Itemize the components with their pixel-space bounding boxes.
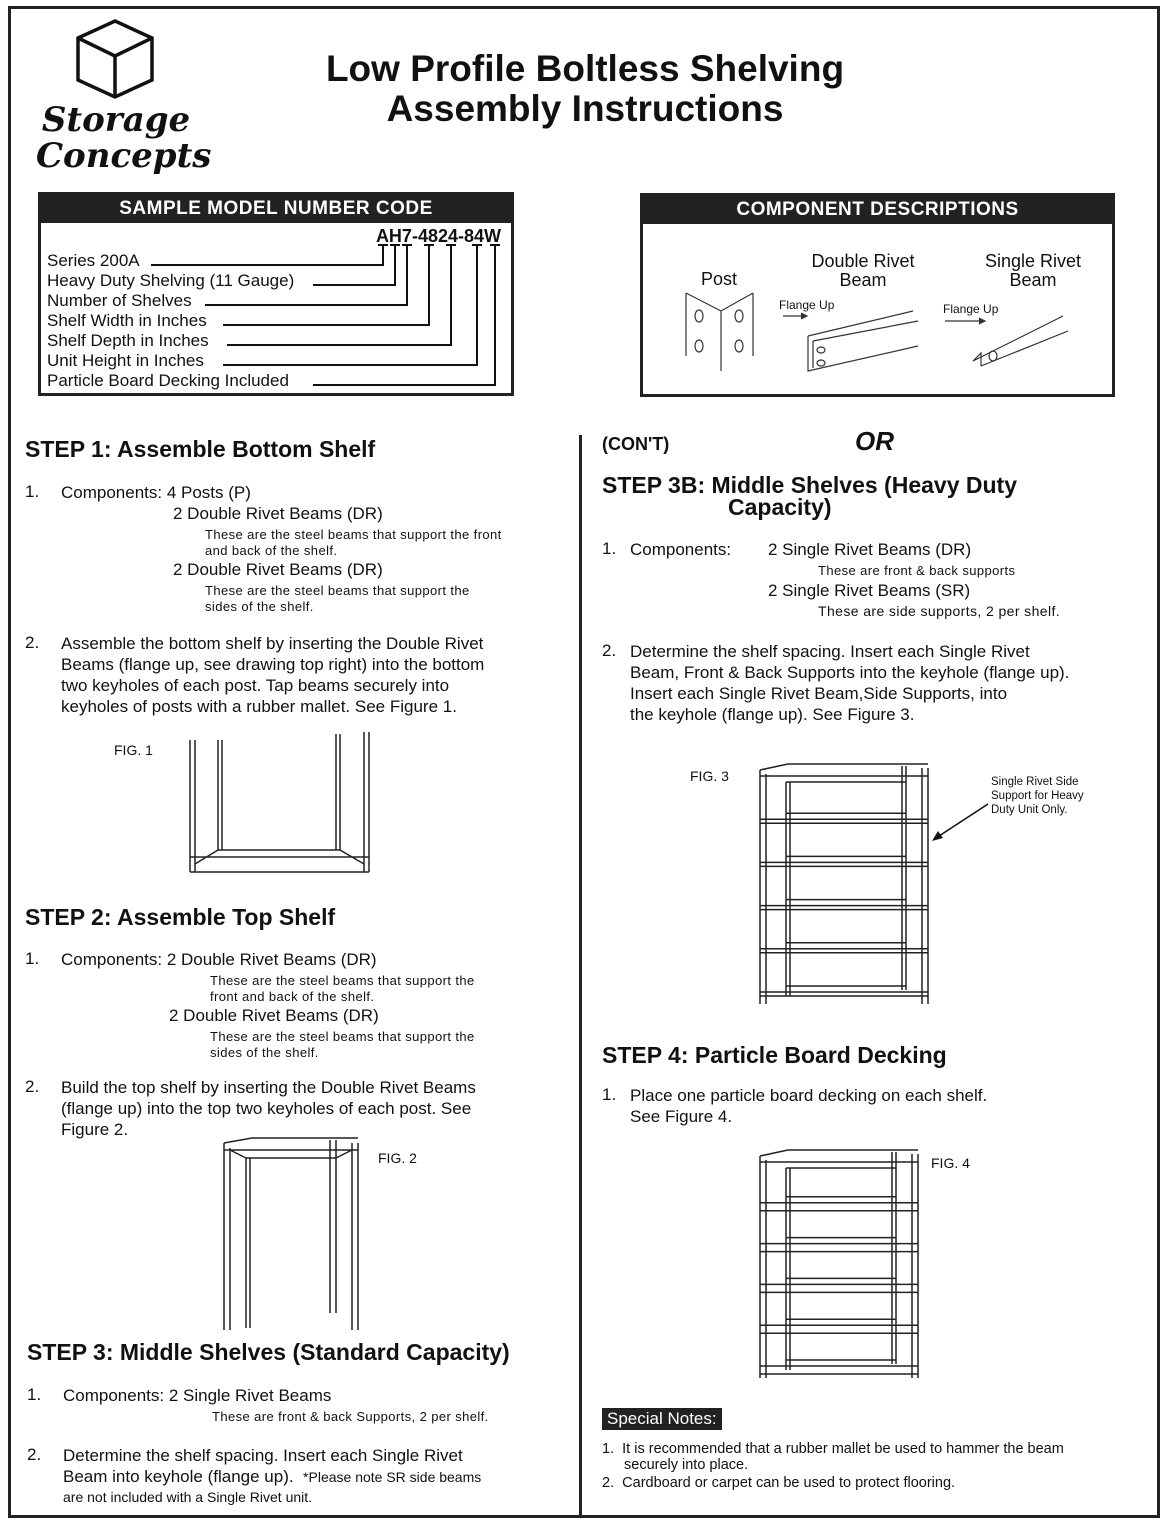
step1-title: STEP 1: Assemble Bottom Shelf (25, 436, 376, 462)
text-line: Determine the shelf spacing. Insert each Single Rivet (63, 1446, 463, 1465)
step4-title: STEP 4: Particle Board Decking (602, 1042, 947, 1068)
model-number-code-box (38, 192, 514, 396)
text-line: Build the top shelf by inserting the Double Rivet Beams (61, 1078, 476, 1097)
text-line: (flange up) into the top two keyholes of each post. See (61, 1099, 472, 1118)
label-line: Beam (839, 270, 887, 290)
code-line: Particle Board Decking Included (47, 371, 289, 390)
note-number: 1. (602, 1441, 615, 1457)
label-line: Double Rivet (811, 251, 915, 271)
step1-component: 2 Double Rivet Beams (DR) (173, 560, 383, 579)
component-desc: These are the steel beams that support the (205, 583, 470, 598)
flange-up-label: Flange Up (943, 302, 999, 316)
double-rivet-beam-icon (783, 306, 923, 376)
list-number: 1. (25, 949, 40, 968)
model-code: AH7-4824-84W (375, 226, 501, 246)
text-line: See Figure 4. (630, 1107, 733, 1126)
text-line: Support for Heavy (991, 790, 1084, 802)
text-line: Determine the shelf spacing. Insert each Single Rivet (630, 642, 1030, 661)
code-leader-lines (41, 195, 517, 399)
figure-3-heavy-duty-unit (758, 764, 933, 1006)
double-rivet-label (803, 252, 923, 290)
or-label: OR (855, 426, 894, 456)
note-number: 2. (602, 1475, 615, 1491)
text-line: Place one particle board decking on each shelf. (630, 1086, 988, 1105)
code-line: Series 200A (47, 251, 140, 270)
flange-up-label: Flange Up (779, 298, 835, 312)
continued-label: (CON'T) (602, 434, 670, 454)
step3-components: Components: 2 Single Rivet Beams (63, 1386, 332, 1405)
step3b-paragraph (630, 641, 1069, 725)
figure-4-decked-unit (758, 1150, 923, 1380)
title-line: Capacity) (728, 494, 832, 520)
text-line: Beams (flange up, see drawing top right) into the bottom (61, 655, 485, 674)
list-number: 1. (602, 539, 617, 558)
special-notes-heading: Special Notes: (602, 1408, 722, 1430)
single-rivet-label (978, 252, 1088, 290)
note-text: securely into place. (624, 1457, 749, 1473)
component-desc: These are the steel beams that support the (210, 1029, 475, 1044)
step2-title: STEP 2: Assemble Top Shelf (25, 904, 336, 930)
label-line: Single Rivet (984, 251, 1082, 271)
note-item (602, 1441, 1064, 1457)
special-notes-list (602, 1441, 1064, 1491)
list-number: 2. (27, 1445, 42, 1464)
step1-component: 2 Double Rivet Beams (DR) (173, 504, 383, 523)
page-title: Low Profile Boltless Shelving (325, 48, 845, 89)
component-desc: sides of the shelf. (205, 599, 314, 614)
list-number: 2. (25, 633, 40, 652)
component-desc: front and back of the shelf. (210, 989, 375, 1004)
list-number: 1. (27, 1385, 42, 1404)
component-desc: These are the steel beams that support the front (205, 527, 502, 542)
code-line: Shelf Width in Inches (47, 311, 207, 330)
text-line (63, 1466, 481, 1488)
step1-components: Components: 4 Posts (P) (61, 483, 251, 502)
step2-components: Components: 2 Double Rivet Beams (DR) (61, 950, 377, 969)
label-line: Beam (1009, 270, 1057, 290)
component-descriptions-box (640, 193, 1115, 397)
logo-text (36, 100, 212, 176)
logo-line-2: Concepts (36, 136, 212, 176)
callout-text (991, 775, 1084, 817)
title-line: STEP 3B: Middle Shelves (Heavy Duty (602, 472, 1017, 498)
note-item (602, 1475, 1064, 1491)
callout-arrow-icon (930, 802, 990, 842)
component-desc: These are side supports, 2 per shelf. (818, 603, 1061, 619)
component-desc: These are the steel beams that support the (210, 973, 475, 988)
text-line: Figure 2. (61, 1120, 129, 1139)
code-line: Unit Height in Inches (47, 351, 204, 370)
page-subtitle: Assembly Instructions (386, 88, 784, 129)
step3b-title (602, 474, 1017, 518)
step3-title: STEP 3: Middle Shelves (Standard Capacity) (27, 1339, 510, 1365)
fig-label: FIG. 2 (378, 1150, 417, 1166)
fig-label: FIG. 4 (931, 1155, 970, 1171)
text-line: Assemble the bottom shelf by inserting the Double Rivet (61, 634, 484, 653)
figure-2-top-shelf (222, 1138, 362, 1333)
text-line: Single Rivet Side (991, 776, 1079, 788)
text-line: Beam, Front & Back Supports into the keyhole (flange up). (630, 663, 1070, 682)
step2-paragraph (61, 1077, 476, 1140)
step3b-component: 2 Single Rivet Beams (DR) (768, 540, 972, 559)
step3b-component: 2 Single Rivet Beams (SR) (768, 581, 971, 600)
post-icon (683, 291, 753, 371)
fig-label: FIG. 1 (114, 742, 153, 758)
single-rivet-beam-icon (943, 311, 1073, 371)
note-text: *Please note SR side beams (303, 1469, 482, 1485)
list-number: 2. (602, 641, 617, 660)
step1-paragraph (61, 633, 484, 717)
code-line: Number of Shelves (47, 291, 192, 310)
step3b-components: Components: (630, 540, 732, 559)
text-span: Beam into keyhole (flange up). (63, 1467, 294, 1486)
text-line: Duty Unit Only. (991, 804, 1068, 816)
step2-component: 2 Double Rivet Beams (DR) (169, 1006, 379, 1025)
component-desc: sides of the shelf. (210, 1045, 319, 1060)
code-line: Shelf Depth in Inches (47, 331, 209, 350)
component-heading: COMPONENT DESCRIPTIONS (643, 196, 1112, 224)
component-desc: These are front & back supports (818, 563, 1016, 578)
shelf-lines (760, 1150, 918, 1378)
component-desc: These are front & back Supports, 2 per shelf. (212, 1409, 489, 1424)
post-label: Post (701, 269, 738, 289)
note-text: It is recommended that a rubber mallet be used to hammer the beam (622, 1441, 1064, 1457)
text-line: two keyholes of each post. Tap beams securely into (61, 676, 450, 695)
shelf-lines (760, 764, 928, 1004)
logo-line-1: Storage (41, 100, 191, 140)
note-text: Cardboard or carpet can be used to protect flooring. (622, 1475, 956, 1491)
step4-paragraph (630, 1085, 987, 1127)
box-logo-icon (75, 18, 155, 100)
column-divider (579, 435, 582, 1515)
model-code-heading: SAMPLE MODEL NUMBER CODE (41, 195, 511, 223)
text-line: the keyhole (flange up). See Figure 3. (630, 705, 915, 724)
list-number: 1. (602, 1085, 617, 1104)
list-number: 1. (25, 482, 40, 501)
list-number: 2. (25, 1077, 40, 1096)
text-line: are not included with a Single Rivet unit. (63, 1489, 313, 1505)
component-desc: and back of the shelf. (205, 543, 338, 558)
code-line: Heavy Duty Shelving (11 Gauge) (47, 271, 295, 290)
text-line: keyholes of posts with a rubber mallet. See Figure 1. (61, 697, 457, 716)
fig-label: FIG. 3 (690, 768, 729, 784)
figure-1-bottom-shelf (188, 732, 373, 877)
text-line: Insert each Single Rivet Beam,Side Supports, into (630, 684, 1008, 703)
